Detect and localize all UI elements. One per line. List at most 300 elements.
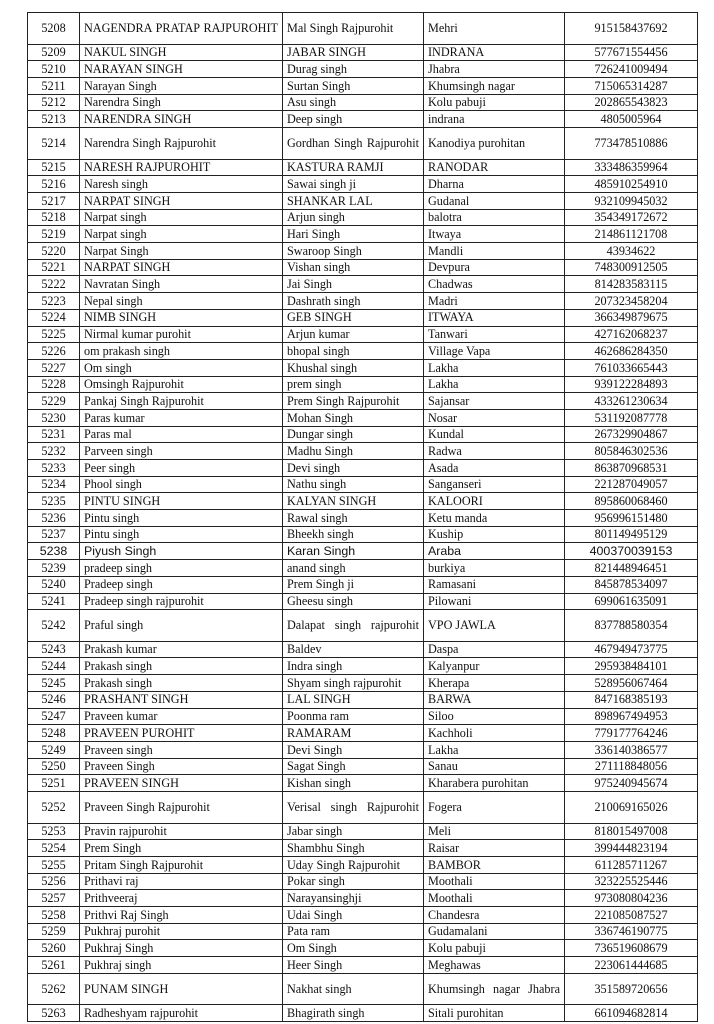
cell-sno: 5229 (28, 393, 80, 410)
cell-name: Praveen singh (80, 741, 283, 758)
cell-phone: 837788580354 (565, 610, 698, 642)
cell-name: Prakash singh (80, 675, 283, 692)
table-row (28, 443, 698, 460)
cell-village: Lakha (424, 741, 565, 758)
cell-father: prem singh (283, 376, 424, 393)
cell-phone: 821448946451 (565, 560, 698, 577)
table-row (28, 907, 698, 924)
cell-name: pradeep singh (80, 560, 283, 577)
cell-phone: 271118848056 (565, 758, 698, 775)
cell-sno: 5223 (28, 293, 80, 310)
cell-phone: 336746190775 (565, 923, 698, 940)
cell-village: Mehri (424, 13, 565, 45)
cell-phone: 779177764246 (565, 725, 698, 742)
table-row (28, 957, 698, 974)
cell-father: Poonma ram (283, 708, 424, 725)
cell-village: Tanwari (424, 326, 565, 343)
cell-father: Madhu Singh (283, 443, 424, 460)
cell-phone: 773478510886 (565, 128, 698, 160)
cell-village: Sanganseri (424, 476, 565, 493)
cell-sno: 5220 (28, 243, 80, 260)
cell-phone: 221287049057 (565, 476, 698, 493)
cell-name: PUNAM SINGH (80, 973, 283, 1005)
cell-father: Dungar singh (283, 426, 424, 443)
cell-sno: 5251 (28, 775, 80, 792)
cell-phone: 462686284350 (565, 343, 698, 360)
cell-sno: 5249 (28, 741, 80, 758)
cell-father: Asu singh (283, 94, 424, 111)
cell-sno: 5262 (28, 973, 80, 1005)
cell-phone: 577671554456 (565, 44, 698, 61)
cell-village: Gudamalani (424, 923, 565, 940)
cell-name: Prithavi raj (80, 873, 283, 890)
table-row (28, 61, 698, 78)
cell-sno: 5212 (28, 94, 80, 111)
table-row (28, 823, 698, 840)
table-row (28, 376, 698, 393)
cell-phone: 333486359964 (565, 159, 698, 176)
cell-name: Narendra Singh (80, 94, 283, 111)
cell-name: Parveen singh (80, 443, 283, 460)
table-row (28, 526, 698, 543)
cell-name: NARENDRA SINGH (80, 111, 283, 128)
cell-name: Narpat singh (80, 209, 283, 226)
cell-phone: 748300912505 (565, 259, 698, 276)
cell-name: Pukhraj singh (80, 957, 283, 974)
cell-sno: 5247 (28, 708, 80, 725)
table-row (28, 476, 698, 493)
cell-village: Moothali (424, 890, 565, 907)
cell-father: Baldev (283, 641, 424, 658)
cell-name: Naresh singh (80, 176, 283, 193)
table-row (28, 856, 698, 873)
cell-father: Pokar singh (283, 873, 424, 890)
cell-phone: 956996151480 (565, 510, 698, 527)
cell-name: om prakash singh (80, 343, 283, 360)
cell-phone: 863870968531 (565, 460, 698, 477)
cell-name: Paras mal (80, 426, 283, 443)
table-row (28, 243, 698, 260)
table-row (28, 560, 698, 577)
cell-sno: 5235 (28, 493, 80, 510)
cell-village: Siloo (424, 708, 565, 725)
cell-father: Prem Singh Rajpurohit (283, 393, 424, 410)
cell-village: Village Vapa (424, 343, 565, 360)
cell-village: KALOORI (424, 493, 565, 510)
cell-phone: 661094682814 (565, 1005, 698, 1022)
cell-father: Pata ram (283, 923, 424, 940)
cell-village: Kharabera purohitan (424, 775, 565, 792)
cell-father: Bheekh singh (283, 526, 424, 543)
cell-name: Praveen Singh Rajpurohit (80, 791, 283, 823)
cell-name: Prem Singh (80, 840, 283, 857)
cell-village: indrana (424, 111, 565, 128)
table-row (28, 510, 698, 527)
cell-father: Hari Singh (283, 226, 424, 243)
cell-phone: 845878534097 (565, 576, 698, 593)
cell-father: Dashrath singh (283, 293, 424, 310)
cell-village: Chandesra (424, 907, 565, 924)
cell-sno: 5255 (28, 856, 80, 873)
cell-name: Pintu singh (80, 526, 283, 543)
cell-name: PRAVEEN SINGH (80, 775, 283, 792)
cell-father: Kishan singh (283, 775, 424, 792)
cell-name: Om singh (80, 359, 283, 376)
table-row (28, 543, 698, 560)
cell-village: RANODAR (424, 159, 565, 176)
cell-sno: 5240 (28, 576, 80, 593)
cell-name: Piyush Singh (80, 543, 283, 560)
cell-phone: 973080804236 (565, 890, 698, 907)
cell-sno: 5231 (28, 426, 80, 443)
cell-phone: 847168385193 (565, 691, 698, 708)
table-row (28, 873, 698, 890)
cell-village: Mandli (424, 243, 565, 260)
cell-name: Prithvi Raj Singh (80, 907, 283, 924)
cell-sno: 5252 (28, 791, 80, 823)
cell-name: NARPAT SINGH (80, 193, 283, 210)
cell-sno: 5214 (28, 128, 80, 160)
cell-village: BAMBOR (424, 856, 565, 873)
cell-phone: 399444823194 (565, 840, 698, 857)
cell-name: Praveen Singh (80, 758, 283, 775)
table-row (28, 77, 698, 94)
table-row (28, 409, 698, 426)
cell-village: Khumsingh nagar Jhabra (424, 973, 565, 1005)
table-row (28, 610, 698, 642)
cell-phone: 207323458204 (565, 293, 698, 310)
cell-sno: 5259 (28, 923, 80, 940)
cell-father: RAMARAM (283, 725, 424, 742)
cell-sno: 5261 (28, 957, 80, 974)
table-row (28, 13, 698, 45)
cell-father: Surtan Singh (283, 77, 424, 94)
cell-phone: 699061635091 (565, 593, 698, 610)
cell-name: Omsingh Rajpurohit (80, 376, 283, 393)
cell-village: Ramasani (424, 576, 565, 593)
cell-phone: 975240945674 (565, 775, 698, 792)
cell-sno: 5242 (28, 610, 80, 642)
cell-name: NIMB SINGH (80, 309, 283, 326)
cell-name: Prithveeraj (80, 890, 283, 907)
cell-father: bhopal singh (283, 343, 424, 360)
cell-phone: 351589720656 (565, 973, 698, 1005)
cell-father: Arjun kumar (283, 326, 424, 343)
cell-village: Meli (424, 823, 565, 840)
cell-father: LAL SINGH (283, 691, 424, 708)
table-row (28, 159, 698, 176)
cell-name: Praful singh (80, 610, 283, 642)
cell-village: Madri (424, 293, 565, 310)
cell-village: Sajansar (424, 393, 565, 410)
cell-village: Sanau (424, 758, 565, 775)
cell-village: Nosar (424, 409, 565, 426)
cell-father: Jabar singh (283, 823, 424, 840)
table-row (28, 658, 698, 675)
cell-village: Itwaya (424, 226, 565, 243)
cell-name: Navratan Singh (80, 276, 283, 293)
cell-father: Bhagirath singh (283, 1005, 424, 1022)
cell-sno: 5246 (28, 691, 80, 708)
cell-phone: 915158437692 (565, 13, 698, 45)
cell-village: balotra (424, 209, 565, 226)
cell-village: VPO JAWLA (424, 610, 565, 642)
cell-father: Nathu singh (283, 476, 424, 493)
cell-father: Arjun singh (283, 209, 424, 226)
cell-sno: 5239 (28, 560, 80, 577)
cell-sno: 5221 (28, 259, 80, 276)
cell-sno: 5222 (28, 276, 80, 293)
table-row (28, 840, 698, 857)
cell-father: Indra singh (283, 658, 424, 675)
cell-village: Raisar (424, 840, 565, 857)
cell-village: Kuship (424, 526, 565, 543)
roster-table (27, 12, 698, 1022)
cell-sno: 5263 (28, 1005, 80, 1022)
table-row (28, 641, 698, 658)
cell-sno: 5230 (28, 409, 80, 426)
cell-village: Pilowani (424, 593, 565, 610)
cell-father: Gheesu singh (283, 593, 424, 610)
table-row (28, 708, 698, 725)
cell-father: Khushal singh (283, 359, 424, 376)
cell-sno: 5236 (28, 510, 80, 527)
cell-sno: 5258 (28, 907, 80, 924)
cell-sno: 5213 (28, 111, 80, 128)
cell-phone: 898967494953 (565, 708, 698, 725)
table-row (28, 775, 698, 792)
table-row (28, 973, 698, 1005)
cell-sno: 5226 (28, 343, 80, 360)
cell-father: SHANKAR LAL (283, 193, 424, 210)
table-row (28, 691, 698, 708)
cell-phone: 932109945032 (565, 193, 698, 210)
cell-sno: 5250 (28, 758, 80, 775)
cell-father: Narayansinghji (283, 890, 424, 907)
cell-phone: 801149495129 (565, 526, 698, 543)
cell-village: Kalyanpur (424, 658, 565, 675)
cell-father: Sawai singh ji (283, 176, 424, 193)
cell-name: NARPAT SINGH (80, 259, 283, 276)
cell-sno: 5218 (28, 209, 80, 226)
cell-sno: 5219 (28, 226, 80, 243)
table-row (28, 460, 698, 477)
cell-name: Praveen kumar (80, 708, 283, 725)
cell-name: Pukhraj purohit (80, 923, 283, 940)
cell-name: NAKUL SINGH (80, 44, 283, 61)
table-row (28, 923, 698, 940)
cell-father: Rawal singh (283, 510, 424, 527)
cell-father: Mal Singh Rajpurohit (283, 13, 424, 45)
cell-village: INDRANA (424, 44, 565, 61)
cell-sno: 5244 (28, 658, 80, 675)
cell-village: Ketu manda (424, 510, 565, 527)
cell-name: PRAVEEN PUROHIT (80, 725, 283, 742)
table-row (28, 593, 698, 610)
cell-village: Kolu pabuji (424, 94, 565, 111)
cell-sno: 5208 (28, 13, 80, 45)
cell-village: Meghawas (424, 957, 565, 974)
table-row (28, 193, 698, 210)
cell-phone: 715065314287 (565, 77, 698, 94)
cell-name: Pritam Singh Rajpurohit (80, 856, 283, 873)
cell-father: Deep singh (283, 111, 424, 128)
cell-sno: 5260 (28, 940, 80, 957)
cell-father: Shambhu Singh (283, 840, 424, 857)
cell-father: Sagat Singh (283, 758, 424, 775)
table-row (28, 343, 698, 360)
table-row (28, 293, 698, 310)
cell-village: Sitali purohitan (424, 1005, 565, 1022)
cell-sno: 5210 (28, 61, 80, 78)
cell-phone: 427162068237 (565, 326, 698, 343)
cell-sno: 5241 (28, 593, 80, 610)
cell-sno: 5257 (28, 890, 80, 907)
cell-father: KALYAN SINGH (283, 493, 424, 510)
cell-name: Pradeep singh (80, 576, 283, 593)
cell-phone: 818015497008 (565, 823, 698, 840)
cell-phone: 366349879675 (565, 309, 698, 326)
cell-sno: 5224 (28, 309, 80, 326)
cell-village: Kundal (424, 426, 565, 443)
cell-village: Asada (424, 460, 565, 477)
cell-phone: 295938484101 (565, 658, 698, 675)
cell-name: Pintu singh (80, 510, 283, 527)
cell-phone: 433261230634 (565, 393, 698, 410)
cell-village: Lakha (424, 359, 565, 376)
cell-name: Prakash singh (80, 658, 283, 675)
cell-phone: 336140386577 (565, 741, 698, 758)
cell-father: Durag singh (283, 61, 424, 78)
table-row (28, 1005, 698, 1022)
cell-sno: 5254 (28, 840, 80, 857)
cell-sno: 5243 (28, 641, 80, 658)
cell-father: JABAR SINGH (283, 44, 424, 61)
cell-phone: 210069165026 (565, 791, 698, 823)
cell-name: Pradeep singh rajpurohit (80, 593, 283, 610)
cell-name: PINTU SINGH (80, 493, 283, 510)
cell-sno: 5216 (28, 176, 80, 193)
cell-father: Dalapat singh rajpurohit (283, 610, 424, 642)
cell-village: Radwa (424, 443, 565, 460)
cell-village: Fogera (424, 791, 565, 823)
cell-sno: 5233 (28, 460, 80, 477)
table-row (28, 359, 698, 376)
cell-name: NARAYAN SINGH (80, 61, 283, 78)
table-row (28, 890, 698, 907)
cell-father: GEB SINGH (283, 309, 424, 326)
table-row (28, 326, 698, 343)
cell-name: Pankaj Singh Rajpurohit (80, 393, 283, 410)
table-row (28, 128, 698, 160)
cell-phone: 814283583115 (565, 276, 698, 293)
cell-father: Heer Singh (283, 957, 424, 974)
cell-sno: 5253 (28, 823, 80, 840)
table-row (28, 758, 698, 775)
cell-father: Devi Singh (283, 741, 424, 758)
table-row (28, 94, 698, 111)
cell-sno: 5234 (28, 476, 80, 493)
cell-name: PRASHANT SINGH (80, 691, 283, 708)
cell-father: KASTURA RAMJI (283, 159, 424, 176)
cell-name: Phool singh (80, 476, 283, 493)
cell-phone: 736519608679 (565, 940, 698, 957)
cell-phone: 528956067464 (565, 675, 698, 692)
cell-father: Prem Singh ji (283, 576, 424, 593)
table-row (28, 309, 698, 326)
cell-phone: 323225525446 (565, 873, 698, 890)
cell-sno: 5211 (28, 77, 80, 94)
cell-village: Daspa (424, 641, 565, 658)
cell-village: Kanodiya purohitan (424, 128, 565, 160)
cell-father: Udai Singh (283, 907, 424, 924)
cell-sno: 5215 (28, 159, 80, 176)
cell-father: Mohan Singh (283, 409, 424, 426)
cell-name: Narendra Singh Rajpurohit (80, 128, 283, 160)
table-row (28, 226, 698, 243)
cell-father: Verisal singh Rajpurohit (283, 791, 424, 823)
table-row (28, 791, 698, 823)
roster-body (28, 13, 698, 1022)
cell-name: NARESH RAJPUROHIT (80, 159, 283, 176)
table-row (28, 940, 698, 957)
cell-phone: 467949473775 (565, 641, 698, 658)
cell-village: Moothali (424, 873, 565, 890)
cell-phone: 939122284893 (565, 376, 698, 393)
cell-father: anand singh (283, 560, 424, 577)
cell-father: Swaroop Singh (283, 243, 424, 260)
table-row (28, 741, 698, 758)
cell-village: Kachholi (424, 725, 565, 742)
cell-phone: 202865543823 (565, 94, 698, 111)
table-row (28, 576, 698, 593)
cell-name: Paras kumar (80, 409, 283, 426)
cell-sno: 5248 (28, 725, 80, 742)
cell-phone: 805846302536 (565, 443, 698, 460)
cell-phone: 354349172672 (565, 209, 698, 226)
cell-village: Devpura (424, 259, 565, 276)
cell-father: Om Singh (283, 940, 424, 957)
cell-phone: 221085087527 (565, 907, 698, 924)
table-row (28, 725, 698, 742)
cell-sno: 5209 (28, 44, 80, 61)
cell-village: Dharna (424, 176, 565, 193)
cell-phone: 895860068460 (565, 493, 698, 510)
cell-phone: 726241009494 (565, 61, 698, 78)
cell-father: Nakhat singh (283, 973, 424, 1005)
cell-name: Nepal singh (80, 293, 283, 310)
table-row (28, 675, 698, 692)
cell-father: Devi singh (283, 460, 424, 477)
cell-name: Nirmal kumar purohit (80, 326, 283, 343)
cell-name: Narayan Singh (80, 77, 283, 94)
cell-phone: 400370039153 (565, 543, 698, 560)
cell-phone: 43934622 (565, 243, 698, 260)
table-row (28, 44, 698, 61)
table-row (28, 111, 698, 128)
table-row (28, 393, 698, 410)
cell-village: Kolu pabuji (424, 940, 565, 957)
cell-name: Pukhraj Singh (80, 940, 283, 957)
cell-village: BARWA (424, 691, 565, 708)
table-row (28, 493, 698, 510)
cell-father: Jai Singh (283, 276, 424, 293)
cell-phone: 761033665443 (565, 359, 698, 376)
cell-village: Khumsingh nagar (424, 77, 565, 94)
cell-father: Gordhan Singh Rajpurohit (283, 128, 424, 160)
cell-sno: 5237 (28, 526, 80, 543)
cell-phone: 531192087778 (565, 409, 698, 426)
